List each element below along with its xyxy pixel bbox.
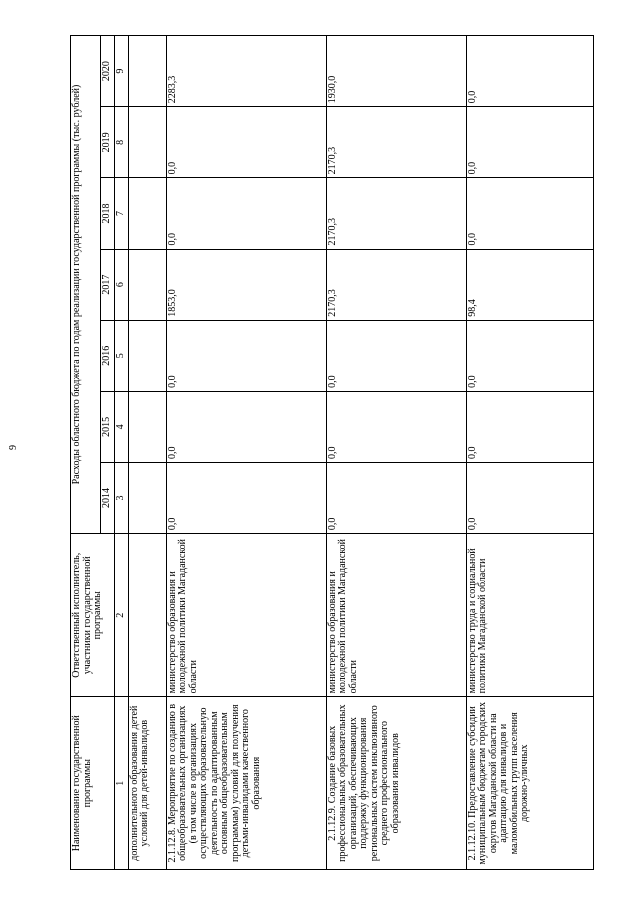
- value-cell: [128, 36, 166, 107]
- value-cell: 0,0: [326, 391, 466, 462]
- budget-table: [70, 35, 594, 870]
- value-cell: 2170,3: [326, 249, 466, 320]
- header-year: 2019: [101, 107, 115, 178]
- value-cell: 0,0: [466, 320, 594, 391]
- value-cell: 0,0: [466, 178, 594, 249]
- table-row: [326, 36, 466, 870]
- executor-cell: министерство образования и молодежной политики Магаданской области: [326, 534, 466, 697]
- value-cell: 0,0: [166, 178, 326, 249]
- column-index: 5: [115, 320, 129, 391]
- table-row: [128, 36, 166, 870]
- value-cell: 0,0: [466, 391, 594, 462]
- header-year: 2015: [101, 391, 115, 462]
- program-name-cell: дополнительного образования детей условий для детей-инвалидов: [128, 697, 166, 870]
- value-cell: [128, 320, 166, 391]
- column-index: 3: [115, 462, 129, 533]
- value-cell: 0,0: [166, 107, 326, 178]
- executor-cell: [128, 534, 166, 697]
- column-index: 2: [115, 534, 129, 697]
- program-name-cell: 2.1.12.9. Создание базовых профессиональных образовательных организаций, обеспечивающих поддержку функционирования региональных систем инклюзивного среднего профессионального образования инвалидов: [326, 697, 466, 870]
- value-cell: 0,0: [466, 36, 594, 107]
- value-cell: 1930,0: [326, 36, 466, 107]
- value-cell: 0,0: [166, 320, 326, 391]
- program-name-cell: 2.1.12.10. Предоставление субсидии муниципальным бюджетам городских округов Магаданской области на адаптацию для инвалидов и маломобильных групп населения дорожно-уличных: [466, 697, 594, 870]
- value-cell: [128, 107, 166, 178]
- value-cell: 1853,0: [166, 249, 326, 320]
- value-cell: [128, 462, 166, 533]
- header-year: 2018: [101, 178, 115, 249]
- value-cell: [128, 391, 166, 462]
- executor-cell: министерство труда и социальной политики Магаданской области: [466, 534, 594, 697]
- table-row: [466, 36, 594, 870]
- value-cell: 2283,3: [166, 36, 326, 107]
- header-year: 2014: [101, 462, 115, 533]
- header-year: 2017: [101, 249, 115, 320]
- table-row: [166, 36, 326, 870]
- header-year: 2020: [101, 36, 115, 107]
- column-index: 4: [115, 391, 129, 462]
- header-program-name: Наименование государственной программы: [71, 697, 115, 870]
- value-cell: 0,0: [466, 462, 594, 533]
- value-cell: 2170,3: [326, 107, 466, 178]
- header-year: 2016: [101, 320, 115, 391]
- program-name-cell: 2.1.12.8. Мероприятие по созданию в общеобразовательных организациях (в том числе в организациях осуществляющих образовательную деятельность по адаптированным основным общеобразовательным программам) условий для получения детьми-инвалидами качественного образования: [166, 697, 326, 870]
- header-executor: Ответственный исполнитель, участники государственной программы: [71, 534, 115, 697]
- value-cell: [128, 249, 166, 320]
- rotated-table-container: [70, 35, 594, 870]
- value-cell: 0,0: [166, 462, 326, 533]
- column-index-row: [115, 36, 129, 870]
- value-cell: 0,0: [326, 462, 466, 533]
- column-index: 8: [115, 107, 129, 178]
- value-cell: 0,0: [326, 320, 466, 391]
- value-cell: 0,0: [166, 391, 326, 462]
- column-index: 1: [115, 697, 129, 870]
- column-index: 9: [115, 36, 129, 107]
- value-cell: 2170,3: [326, 178, 466, 249]
- executor-cell: министерство образования и молодежной политики Магаданской области: [166, 534, 326, 697]
- value-cell: [128, 178, 166, 249]
- header-budget: Расходы областного бюджета по годам реализации государственной программы (тыс. рублей): [71, 36, 101, 534]
- value-cell: 98,4: [466, 249, 594, 320]
- page-number: 9: [8, 445, 19, 450]
- column-index: 6: [115, 249, 129, 320]
- value-cell: 0,0: [466, 107, 594, 178]
- column-index: 7: [115, 178, 129, 249]
